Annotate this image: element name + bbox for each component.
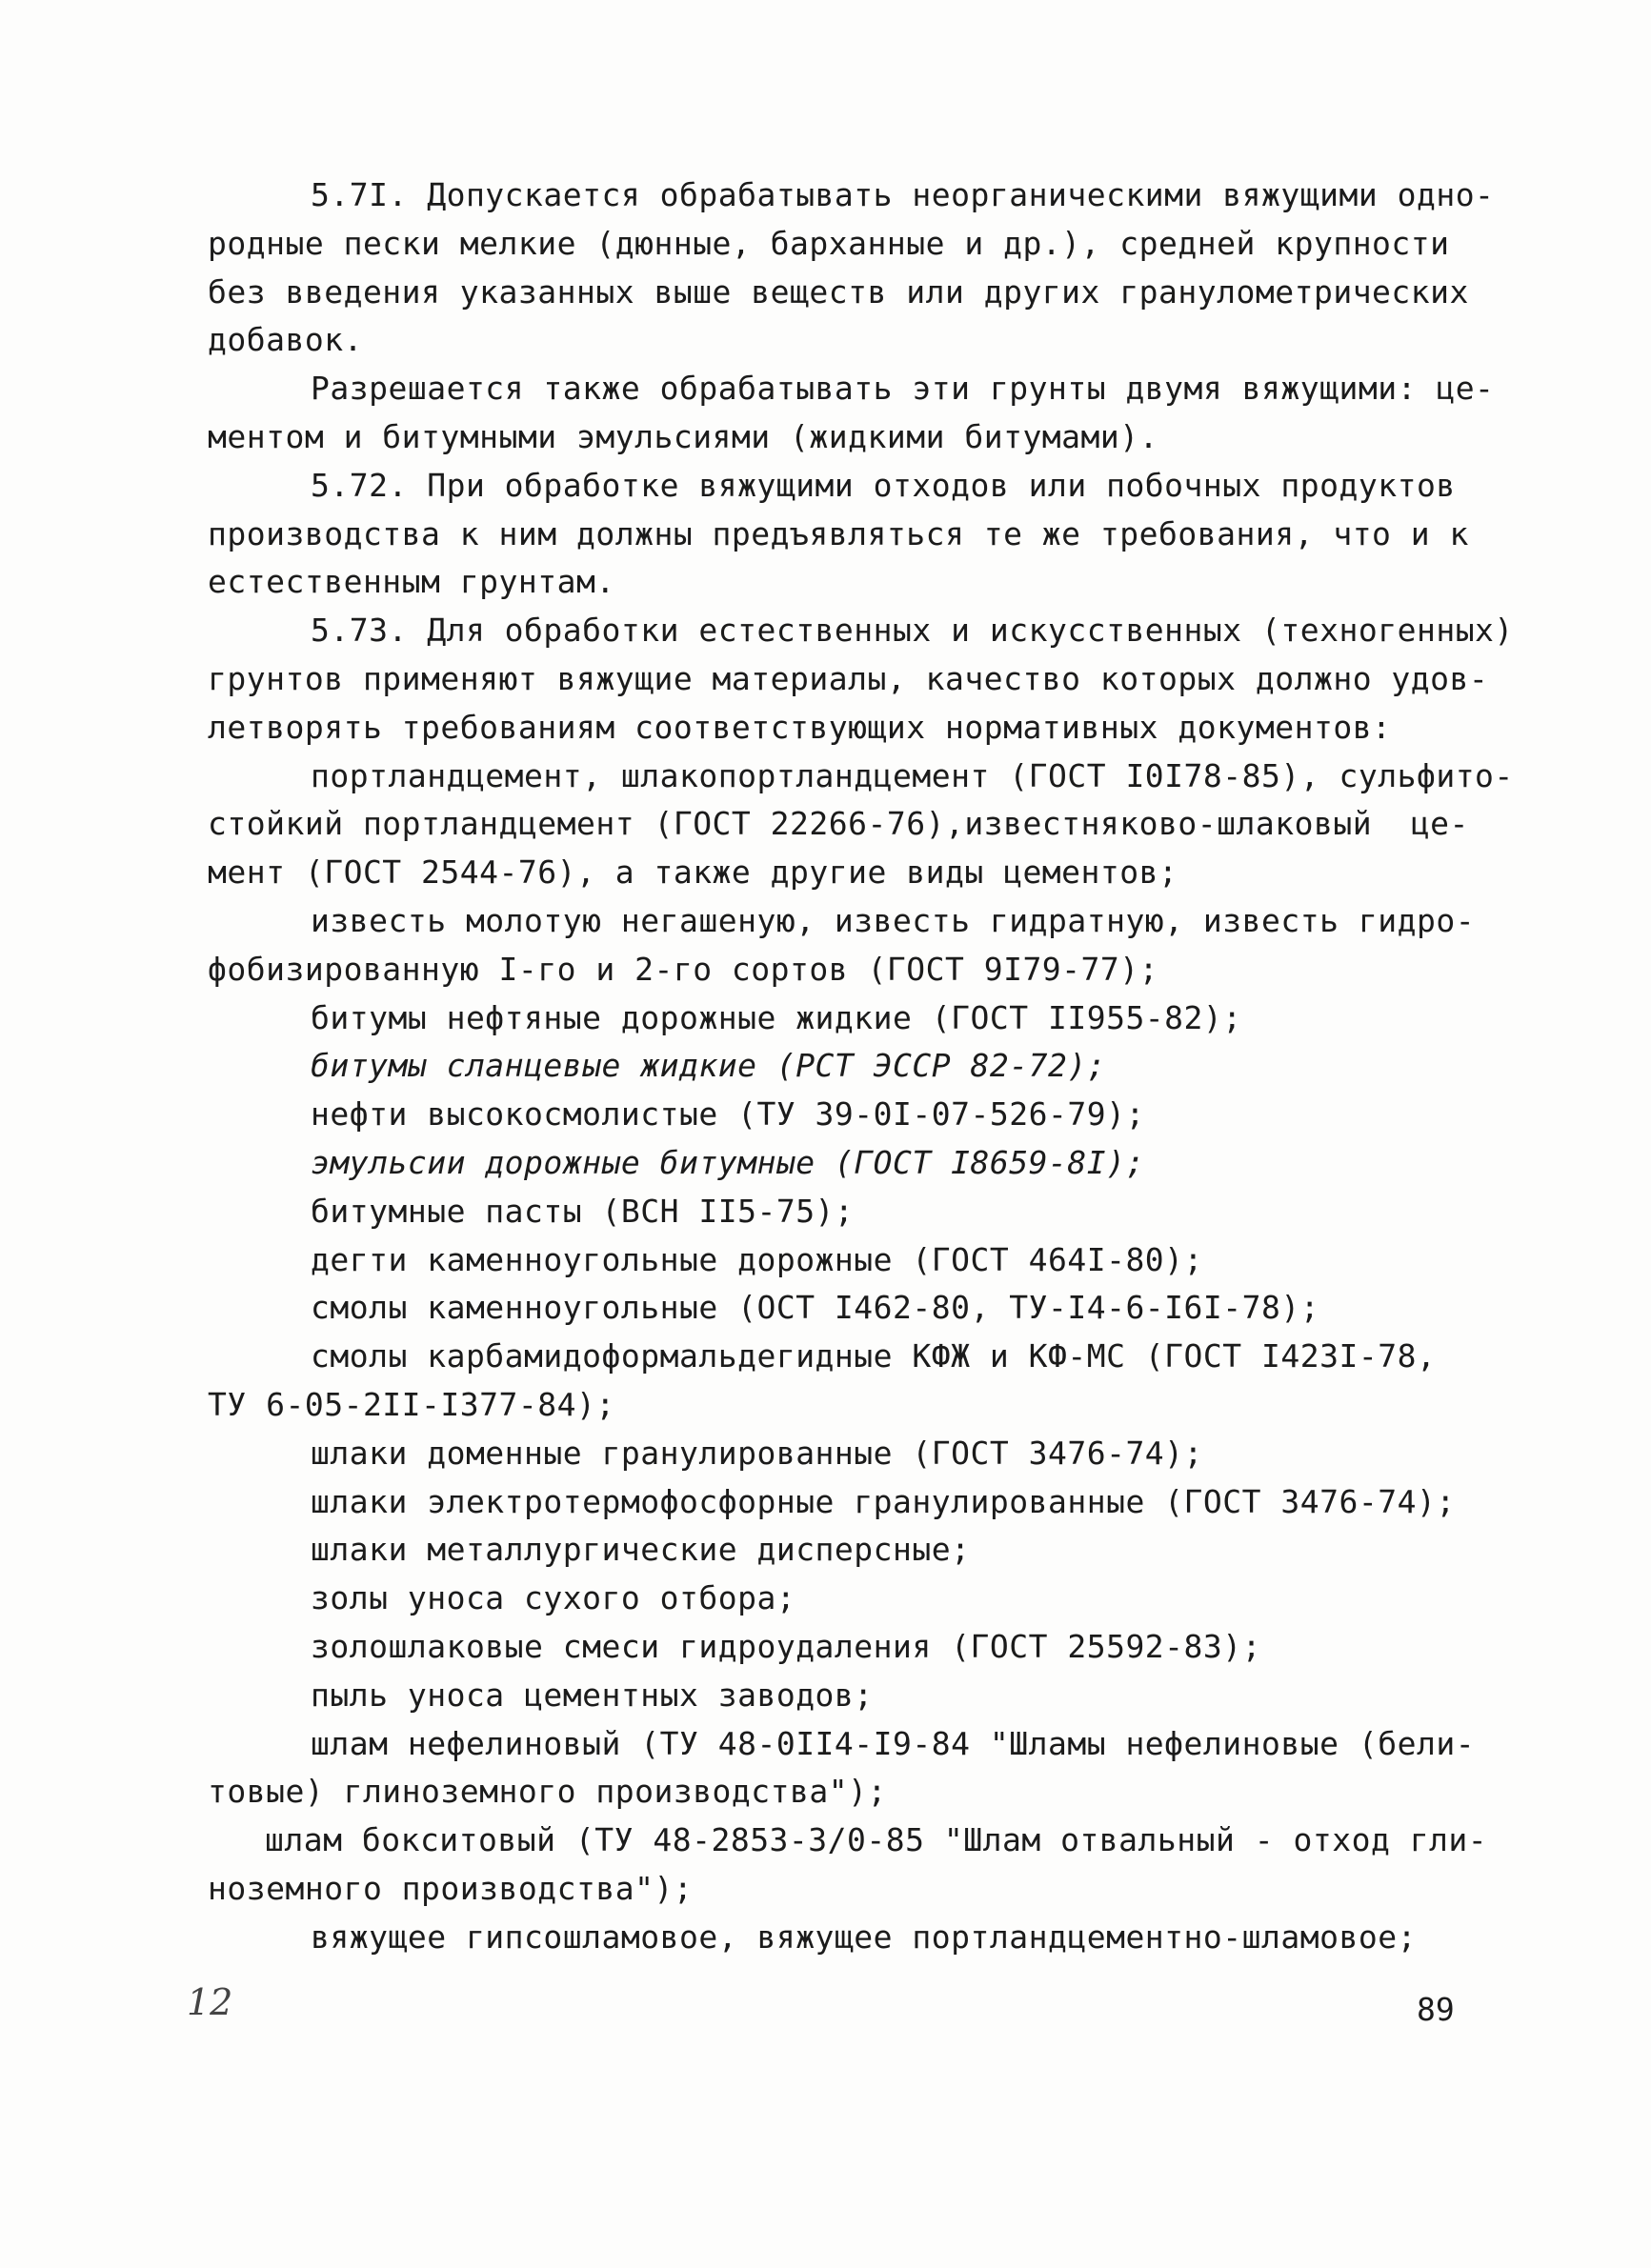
text-line: производства к ним должны предъявляться те же требования, что и к — [208, 514, 1469, 552]
paragraph-5-72-line: 5.72. При обработке вяжущими отходов или побочных продуктов — [311, 466, 1456, 504]
text-line: ТУ 6-05-2II-I377-84); — [208, 1385, 615, 1423]
text-line: без введения указанных выше веществ или других гранулометрических — [208, 272, 1469, 311]
list-item-line: портландцемент, шлакопортландцемент (ГОСТ I0I78-85), сульфито- — [311, 756, 1514, 794]
list-item-line: битумные пасты (ВСН II5-75); — [311, 1192, 855, 1230]
list-item-line: смолы карбамидоформальдегидные КФЖ и КФ-МС (ГОСТ I423I-78, — [311, 1337, 1437, 1375]
text-line: естественным грунтам. — [208, 563, 615, 601]
page-number: 89 — [1417, 1991, 1455, 2028]
list-item-line: шлаки электротермофосфорные гранулированные (ГОСТ 3476-74); — [311, 1482, 1456, 1520]
text-line: грунтов применяют вяжущие материалы, качество которых должно удов- — [208, 659, 1489, 697]
text-line: Разрешается также обрабатывать эти грунты двумя вяжущими: це- — [311, 370, 1495, 408]
text-line: летворять требованиям соответствующих нормативных документов: — [208, 708, 1392, 746]
list-item-line: пыль уноса цементных заводов; — [311, 1676, 874, 1714]
text-line: добавок. — [208, 321, 363, 359]
text-line: товые) глиноземного производства"); — [208, 1773, 887, 1811]
text-line: фобизированную I-го и 2-го сортов (ГОСТ 9I79-77); — [208, 950, 1159, 988]
text-line: родные пески мелкие (дюнные, барханные и др.), средней крупности — [208, 224, 1450, 262]
list-item-line: дегти каменноугольные дорожные (ГОСТ 464I-80); — [311, 1240, 1203, 1278]
list-item-line: шлаки доменные гранулированные (ГОСТ 3476-74); — [311, 1434, 1203, 1472]
list-item-line: золы уноса сухого отбора; — [311, 1579, 796, 1617]
text-line: стойкий портландцемент (ГОСТ 22266-76),известняково-шлаковый це- — [208, 805, 1469, 843]
list-item-line: битумы сланцевые жидкие (РСТ ЭССР 82-72); — [311, 1047, 1107, 1085]
list-item-line: смолы каменноугольные (ОСТ I462-80, ТУ-I4-6-I6I-78); — [311, 1289, 1320, 1327]
paragraph-5-71-line: 5.7I. Допускается обрабатывать неорганическими вяжущими одно- — [311, 176, 1495, 213]
text-line: ментом и битумными эмульсиями (жидкими битумами). — [208, 417, 1159, 455]
handwritten-mark: 12 — [187, 1981, 233, 2023]
paragraph-5-73-line: 5.73. Для обработки естественных и искусственных (техногенных) — [311, 612, 1514, 650]
list-item-line: шлам бокситовый (ТУ 48-2853-3/0-85 "Шлам отвальный - отход гли- — [265, 1821, 1488, 1859]
list-item-line: золошлаковые смеси гидроудаления (ГОСТ 25592-83); — [311, 1627, 1262, 1665]
list-item-line: нефти высокосмолистые (ТУ 39-0I-07-526-79); — [311, 1095, 1145, 1134]
list-item-line: известь молотую негашеную, известь гидратную, известь гидро- — [311, 901, 1476, 939]
list-item-line: вяжущее гипсошламовое, вяжущее портландцементно-шламовое; — [311, 1917, 1417, 1956]
list-item-line: шлаки металлургические дисперсные; — [311, 1531, 971, 1569]
text-line: мент (ГОСТ 2544-76), а также другие виды цементов; — [208, 853, 1178, 892]
text-line: ноземного производства"); — [208, 1869, 694, 1907]
body-text — [208, 171, 1514, 1961]
list-item-line: эмульсии дорожные битумные (ГОСТ I8659-8I); — [311, 1143, 1145, 1181]
list-item-line: шлам нефелиновый (ТУ 48-0II4-I9-84 "Шламы нефелиновые (бели- — [311, 1724, 1476, 1762]
list-item-line: битумы нефтяные дорожные жидкие (ГОСТ II955-82); — [311, 998, 1242, 1036]
